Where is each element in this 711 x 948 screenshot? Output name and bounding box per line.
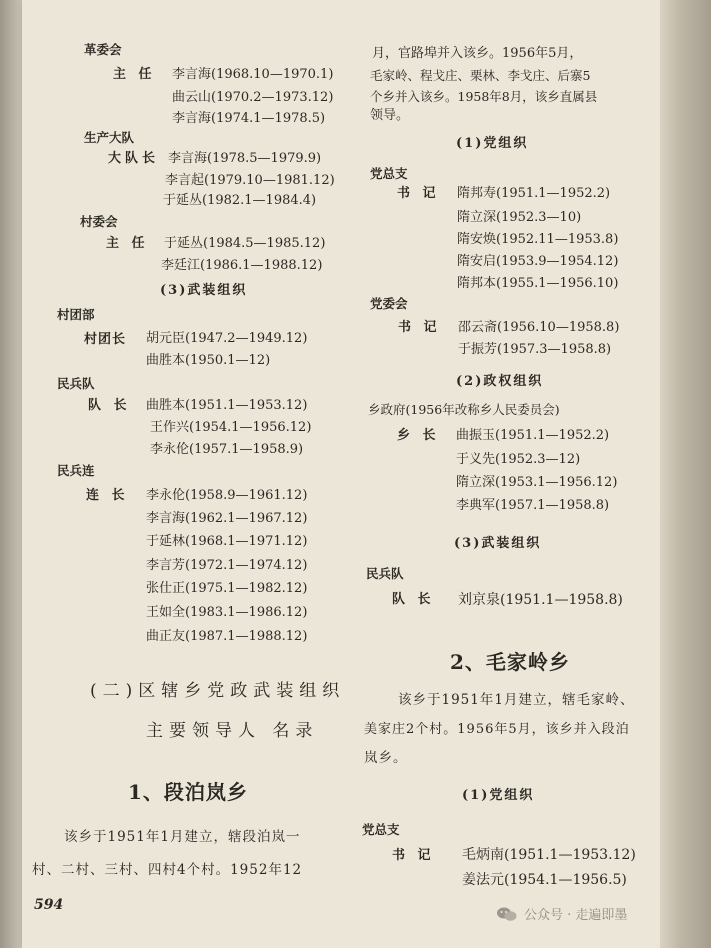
heading: 革委会 xyxy=(84,42,122,57)
heading: 党总支 xyxy=(370,166,408,181)
name-entry: 隋邦本(1955.1—1956.10) xyxy=(457,276,619,291)
paragraph-line: 领导。 xyxy=(370,108,410,123)
role-label: 书 记 xyxy=(398,320,441,335)
role-label: 主 任 xyxy=(106,236,149,251)
paragraph-line: 岚乡。 xyxy=(364,750,408,766)
paragraph-line: 该乡于1951年1月建立，辖毛家岭、 xyxy=(398,692,635,708)
name-entry: 隋立深(1952.3—10) xyxy=(457,210,582,225)
heading: 村团部 xyxy=(57,307,95,322)
name-entry: 隋安启(1953.9—1954.12) xyxy=(457,254,619,269)
name-entry: 李言起(1979.10—1981.12) xyxy=(165,173,335,188)
name-entry: 张仕正(1975.1—1982.12) xyxy=(146,581,308,596)
heading: 民兵队 xyxy=(366,566,404,581)
heading: 生产大队 xyxy=(84,130,135,145)
township-title: 1、段泊岚乡 xyxy=(128,780,248,804)
heading: 党委会 xyxy=(370,296,408,311)
paragraph-line: 村、二村、三村、四村4个村。1952年12 xyxy=(32,862,303,878)
page-number: 594 xyxy=(34,897,64,913)
wechat-icon xyxy=(496,906,518,922)
role-label: 队 长 xyxy=(392,592,435,607)
name-entry: 于振芳(1957.3—1958.8) xyxy=(458,342,612,357)
heading: 乡政府(1956年改称乡人民委员会) xyxy=(368,402,560,417)
role-label: 队 长 xyxy=(88,398,131,413)
section-heading: (3)武装组织 xyxy=(454,536,542,551)
name-entry: 曲胜本(1950.1—12) xyxy=(146,353,271,368)
role-label: 乡 长 xyxy=(397,428,440,443)
name-entry: 邵云斋(1956.10—1958.8) xyxy=(458,320,620,335)
section-heading: (1)党组织 xyxy=(462,788,535,803)
paragraph-line: 该乡于1951年1月建立，辖段泊岚一 xyxy=(64,829,301,845)
township-title: 2、毛家岭乡 xyxy=(450,650,570,674)
heading: 民兵连 xyxy=(57,463,95,478)
book-spine xyxy=(0,0,24,948)
role-label: 大队长 xyxy=(108,151,160,166)
name-entry: 刘京泉(1951.1—1958.8) xyxy=(458,592,623,608)
role-label: 书 记 xyxy=(397,186,440,201)
role-label: 村团长 xyxy=(84,332,127,347)
name-entry: 王作兴(1954.1—1956.12) xyxy=(150,420,312,435)
section-title: (二)区辖乡党政武装组织 xyxy=(90,681,346,701)
heading: 村委会 xyxy=(80,214,118,229)
name-entry: 隋安焕(1952.11—1953.8) xyxy=(457,232,619,247)
paragraph-line: 月，官路埠并入该乡。1956年5月， xyxy=(372,46,583,61)
section-heading: (1)党组织 xyxy=(456,136,529,151)
name-entry: 王如全(1983.1—1986.12) xyxy=(146,605,308,620)
name-entry: 姜法元(1954.1—1956.5) xyxy=(462,872,627,888)
paragraph-line: 美家庄2个村。1956年5月，该乡并入段泊 xyxy=(364,722,630,737)
heading: 党总支 xyxy=(362,822,400,837)
name-entry: 李言海(1974.1—1978.5) xyxy=(172,111,326,126)
name-entry: 曲胜本(1951.1—1953.12) xyxy=(146,398,308,413)
name-entry: 毛炳南(1951.1—1953.12) xyxy=(462,847,636,863)
name-entry: 李言海(1962.1—1967.12) xyxy=(146,511,308,526)
heading: 民兵队 xyxy=(57,376,95,391)
name-entry: 曲正友(1987.1—1988.12) xyxy=(146,629,308,644)
name-entry: 于延林(1968.1—1971.12) xyxy=(146,534,308,549)
name-entry: 曲云山(1970.2—1973.12) xyxy=(172,90,334,105)
role-label: 书 记 xyxy=(392,848,435,863)
name-entry: 李言芳(1972.1—1974.12) xyxy=(146,558,308,573)
name-entry: 李言海(1968.10—1970.1) xyxy=(172,67,334,82)
section-title: 主要领导人 名录 xyxy=(146,721,319,741)
name-entry: 隋立深(1953.1—1956.12) xyxy=(456,475,618,490)
name-entry: 李廷江(1986.1—1988.12) xyxy=(161,258,323,273)
section-heading: (3)武装组织 xyxy=(160,283,248,298)
paragraph-line: 毛家岭、程戈庄、栗林、李戈庄、后寨5 xyxy=(370,68,591,83)
page-edge xyxy=(660,0,711,948)
name-entry: 李永伦(1958.9—1961.12) xyxy=(146,488,308,503)
name-entry: 李典军(1957.1—1958.8) xyxy=(456,498,610,513)
name-entry: 于延丛(1982.1—1984.4) xyxy=(163,193,317,208)
name-entry: 隋邦寿(1951.1—1952.2) xyxy=(457,186,611,201)
name-entry: 李永伦(1957.1—1958.9) xyxy=(150,442,304,457)
watermark-text: 公众号 · 走遍即墨 xyxy=(524,908,628,923)
watermark xyxy=(496,904,627,923)
name-entry: 于义先(1952.3—12) xyxy=(456,452,581,467)
name-entry: 李言海(1978.5—1979.9) xyxy=(168,151,322,166)
name-entry: 曲振玉(1951.1—1952.2) xyxy=(456,428,610,443)
section-heading: (2)政权组织 xyxy=(456,374,544,389)
name-entry: 于延丛(1984.5—1985.12) xyxy=(164,236,326,251)
role-label: 主 任 xyxy=(113,67,156,82)
paragraph-line: 个乡并入该乡。1958年8月，该乡直属县 xyxy=(370,89,598,104)
role-label: 连 长 xyxy=(86,488,129,503)
name-entry: 胡元臣(1947.2—1949.12) xyxy=(146,331,308,346)
